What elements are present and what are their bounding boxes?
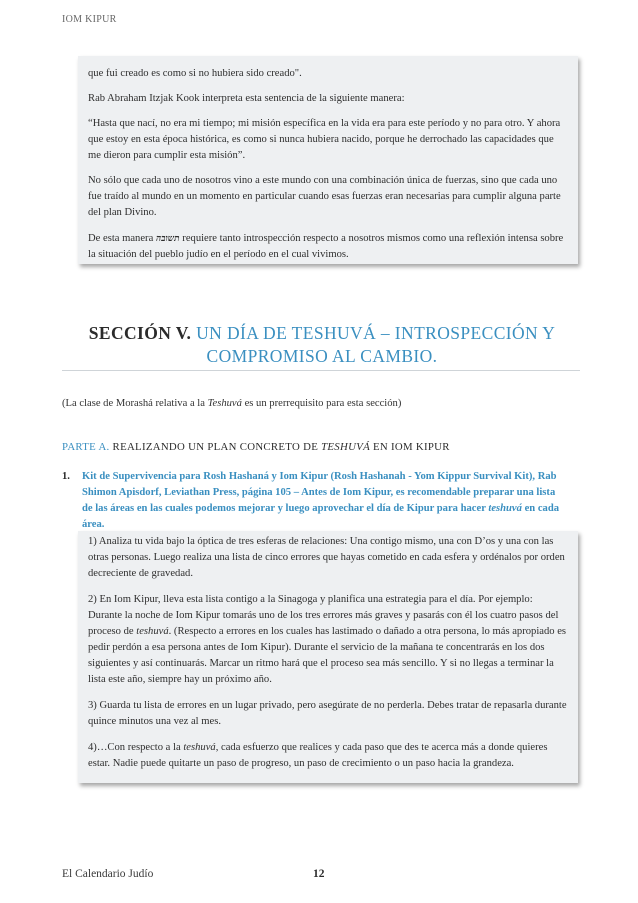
part-title-start: REALIZANDO UN PLAN CONCRETO DE xyxy=(109,441,322,453)
quote-paragraph-5 xyxy=(88,230,578,263)
list-item-text xyxy=(82,469,560,533)
part-heading xyxy=(62,441,450,453)
part-label: PARTE A. xyxy=(62,441,110,453)
quote-paragraph-2: Rab Abraham Itzjak Kook interpreta esta sentencia de la siguiente manera: xyxy=(88,93,405,104)
step-4 xyxy=(88,740,578,772)
step-4-end: , cada esfuerzo que realices y cada paso que des te acerca más a donde quieres estar. Nadie puede quitarte un paso de progreso, un paso de crecimiento o un paso hacia la grandeza. xyxy=(88,742,548,769)
section-title-text: UN DÍA DE TESHUVÁ – INTROSPECCIÓN Y COMPROMISO AL CAMBIO. xyxy=(191,323,556,366)
item-text-teshuva: teshuvá xyxy=(488,503,522,514)
running-header: IOM KIPUR xyxy=(62,14,117,25)
quote-paragraph-3: “Hasta que nací, no era mi tiempo; mi misión específica en la vida era para este período y no para otro. Y ahora que estoy en esta época histórica, es como si nunca hubiera nacido, porque he derrochado las capacidades que me dieron para cumplir esta misión”. xyxy=(88,118,561,161)
steps-box xyxy=(78,531,578,783)
list-item-number: 1. xyxy=(62,471,70,482)
quote-box xyxy=(78,56,578,264)
prerequisite-note xyxy=(62,398,401,409)
section-heading xyxy=(62,322,582,368)
item-text-start: Kit de Supervivencia para Rosh Hashaná y Iom Kipur (Rosh Hashanah - Yom Kippur Survival Kit), Rab Shimon Apisdorf, Leviathan Press, página 105 – Antes de Iom Kipur, es recomendable preparar una lista de las áreas en las cuales podemos mejorar y luego aprovechar el día de Kipur para hacer xyxy=(82,471,557,514)
section-divider xyxy=(62,370,580,371)
step-3: 3) Guarda tu lista de errores en un lugar privado, pero asegúrate de no perderla. Debes tratar de repasarla durante quince minutos una vez al mes. xyxy=(88,700,567,727)
part-title-teshuva: TESHUVÁ xyxy=(321,441,370,453)
footer-book-title: El Calendario Judío xyxy=(62,868,154,880)
section-label: SECCIÓN V. xyxy=(88,323,192,343)
note-start: (La clase de Morashá relativa a la xyxy=(62,398,208,409)
note-teshuva: Teshuvá xyxy=(207,398,242,409)
step-2 xyxy=(88,592,578,688)
quote-p5-start: De esta manera xyxy=(88,233,156,244)
quote-paragraph-1: que fui creado es como si no hubiera sido creado". xyxy=(88,68,302,79)
part-title-end: EN IOM KIPUR xyxy=(370,441,450,453)
step-2-start: 2) En Iom Kipur, lleva esta lista contigo a la Sinagoga y planifica una estrategia para el día. Por ejemplo: Durante la noche de Iom Kipur tomarás uno de los tres errores más graves y pasarás con él los cuatro pasos del proceso de xyxy=(88,594,559,637)
step-1: 1) Analiza tu vida bajo la óptica de tres esferas de relaciones: Una contigo mismo, una con D’os y una con las otras personas. Luego realiza una lista de cinco errores que hayas cometido en cada esfera y ordénalos por orden decreciente de gravedad. xyxy=(88,536,565,579)
quote-p5-end: requiere tanto introspección respecto a nosotros mismos como una reflexión intensa sobre la situación del pueblo judío en el período en el cual vivimos. xyxy=(88,233,564,260)
step-2-end: . (Respecto a errores en los cuales has lastimado o dañado a otra persona, lo más apropiado es pedir perdón a esa persona antes de Iom Kipur). Durante el servicio de la mañana te concentrarás en los dos siguientes y así continuarás. Marcar un ritmo hará que el proceso sea más sencillo. Y si no llegas a terminar la lista este año, siempre hay un próximo año. xyxy=(88,626,567,685)
step-4-start: 4)…Con respecto a la xyxy=(88,742,184,753)
note-end: es un prerrequisito para esta sección) xyxy=(241,398,402,409)
step-2-teshuva: teshuvá xyxy=(136,626,169,637)
item-text-end: en cada área. xyxy=(82,503,560,530)
page-number: 12 xyxy=(313,868,325,880)
hebrew-word-teshuva: תשובה xyxy=(155,233,180,243)
step-4-teshuva: teshuvá xyxy=(183,742,216,753)
quote-paragraph-4: No sólo que cada uno de nosotros vino a este mundo con una combinación única de fuerzas, sino que cada uno fue traído al mundo en un momento en particular cuando esas fuerzas eran necesarias para cumplir alguna parte del plan Divino. xyxy=(88,175,561,218)
